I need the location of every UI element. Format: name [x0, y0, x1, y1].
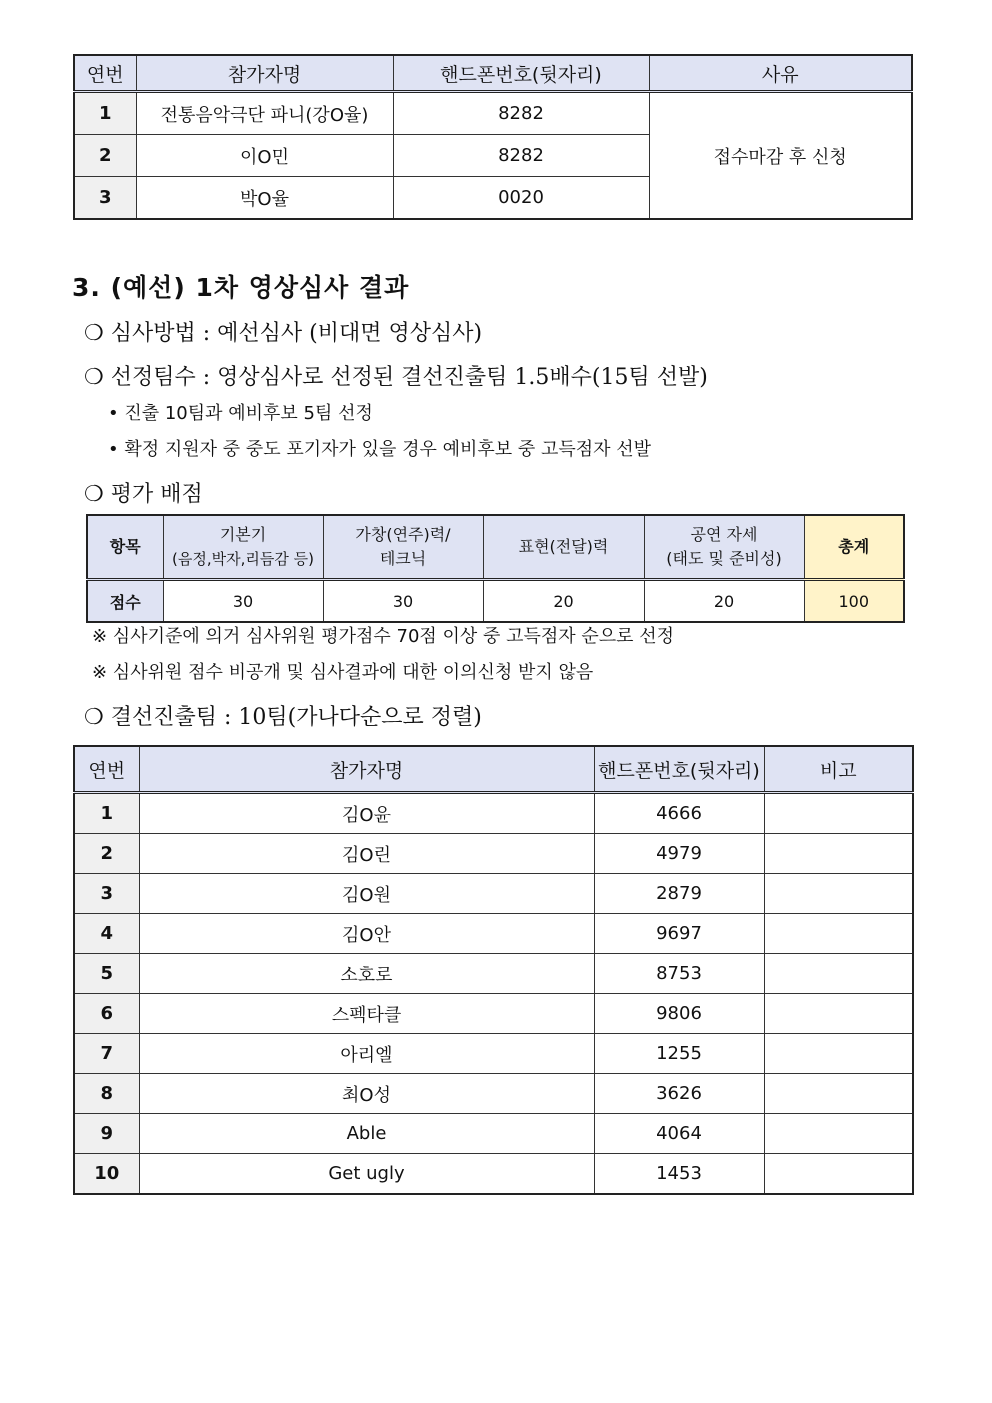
row-name: 전통음악극단 파니(강O율): [136, 92, 393, 135]
row-phone: 9806: [594, 994, 764, 1034]
row-no: 1: [74, 92, 136, 135]
row-name: 소호로: [139, 954, 594, 994]
row-phone: 4666: [594, 793, 764, 834]
row-note: [764, 1034, 913, 1074]
row-name: Able: [139, 1114, 594, 1154]
row-phone: 2879: [594, 874, 764, 914]
row-phone: 1453: [594, 1154, 764, 1195]
header-name: 참가자명: [136, 55, 393, 92]
header-basics-line1: 기본기: [219, 525, 267, 544]
score-cell: 20: [644, 580, 804, 623]
row-name: 최O성: [139, 1074, 594, 1114]
row-no: 3: [74, 177, 136, 220]
row-name: 박O율: [136, 177, 393, 220]
header-phone: 핸드폰번호(뒷자리): [594, 746, 764, 793]
table-row: [74, 1034, 913, 1074]
method-line: ❍ 심사방법 : 예선심사 (비대면 영상심사): [84, 321, 483, 346]
row-no: 2: [74, 135, 136, 177]
score-cell: 30: [323, 580, 483, 623]
table-row: [74, 1114, 913, 1154]
table-row: [87, 580, 904, 623]
table-header-row: [74, 55, 912, 92]
row-name: 아리엘: [139, 1034, 594, 1074]
row-no: 9: [74, 1114, 139, 1154]
row-name: Get ugly: [139, 1154, 594, 1195]
table-header-row: [87, 515, 904, 580]
table-header-row: [74, 746, 913, 793]
score-total: 100: [804, 580, 904, 623]
header-no: 연번: [74, 55, 136, 92]
row-no: 1: [74, 793, 139, 834]
rejected-applicants-table: [73, 54, 913, 220]
header-total: 총계: [804, 515, 904, 580]
header-phone: 핸드폰번호(뒷자리): [393, 55, 649, 92]
row-phone: 8282: [393, 92, 649, 135]
row-note: [764, 834, 913, 874]
table-row: [74, 874, 913, 914]
table-row: [74, 994, 913, 1034]
finalists-line: ❍ 결선진출팀 : 10팀(가나다순으로 정렬): [84, 705, 482, 730]
scoring-table: [86, 514, 905, 623]
row-no: 8: [74, 1074, 139, 1114]
row-note: [764, 1154, 913, 1195]
row-phone: 0020: [393, 177, 649, 220]
header-name: 참가자명: [139, 746, 594, 793]
score-cell: 30: [163, 580, 323, 623]
header-basics-line2: (음정,박자,리듬감 등): [172, 550, 314, 568]
header-basics: [163, 515, 323, 580]
header-stage-line2: (태도 및 준비성): [666, 549, 782, 568]
row-name: 김O윤: [139, 793, 594, 834]
row-name: 김O안: [139, 914, 594, 954]
row-phone: 1255: [594, 1034, 764, 1074]
header-expression: 표현(전달)력: [483, 515, 644, 580]
table-row: [74, 92, 912, 135]
row-note: [764, 1074, 913, 1114]
row-no: 4: [74, 914, 139, 954]
row-name: 이O민: [136, 135, 393, 177]
row-phone: 4064: [594, 1114, 764, 1154]
header-note: 비고: [764, 746, 913, 793]
note-no-appeal: ※ 심사위원 점수 비공개 및 심사결과에 대한 이의신청 받지 않음: [92, 662, 594, 683]
row-note: [764, 1114, 913, 1154]
row-no: 10: [74, 1154, 139, 1195]
row-no: 6: [74, 994, 139, 1034]
row-no: 7: [74, 1034, 139, 1074]
header-reason: 사유: [649, 55, 912, 92]
row-note: [764, 793, 913, 834]
row-note: [764, 914, 913, 954]
table-row: [74, 914, 913, 954]
header-technique: [323, 515, 483, 580]
row-label: 점수: [87, 580, 163, 623]
row-phone: 9697: [594, 914, 764, 954]
row-name: 김O원: [139, 874, 594, 914]
row-name: 김O린: [139, 834, 594, 874]
note-criteria: ※ 심사기준에 의거 심사위원 평가점수 70점 이상 중 고득점자 순으로 선정: [92, 626, 675, 647]
header-stage: [644, 515, 804, 580]
row-no: 2: [74, 834, 139, 874]
row-no: 5: [74, 954, 139, 994]
section-title: 3. (예선) 1차 영상심사 결과: [72, 273, 410, 302]
row-phone: 3626: [594, 1074, 764, 1114]
table-row: [74, 1074, 913, 1114]
teams-line: ❍ 선정팀수 : 영상심사로 선정된 결선진출팀 1.5배수(15팀 선발): [84, 365, 708, 390]
table-row: [74, 834, 913, 874]
table-row: [74, 1154, 913, 1195]
bullet-reserve: • 확정 지원자 중 중도 포기자가 있을 경우 예비후보 중 고득점자 선발: [108, 439, 652, 460]
reason-cell: 접수마감 후 신청: [649, 92, 912, 220]
table-row: [74, 954, 913, 994]
header-no: 연번: [74, 746, 139, 793]
row-name: 스펙타클: [139, 994, 594, 1034]
bullet-advance: • 진출 10팀과 예비후보 5팀 선정: [108, 403, 373, 424]
finalists-table: [73, 745, 914, 1195]
header-item: 항목: [87, 515, 163, 580]
header-stage-line1: 공연 자세: [690, 525, 758, 544]
score-cell: 20: [483, 580, 644, 623]
row-phone: 8282: [393, 135, 649, 177]
row-note: [764, 994, 913, 1034]
header-technique-line2: 테크닉: [379, 549, 427, 568]
row-no: 3: [74, 874, 139, 914]
table-row: [74, 793, 913, 834]
row-phone: 8753: [594, 954, 764, 994]
header-technique-line1: 가창(연주)력/: [355, 525, 451, 544]
row-note: [764, 874, 913, 914]
scoring-line: ❍ 평가 배점: [84, 482, 203, 507]
row-phone: 4979: [594, 834, 764, 874]
row-note: [764, 954, 913, 994]
